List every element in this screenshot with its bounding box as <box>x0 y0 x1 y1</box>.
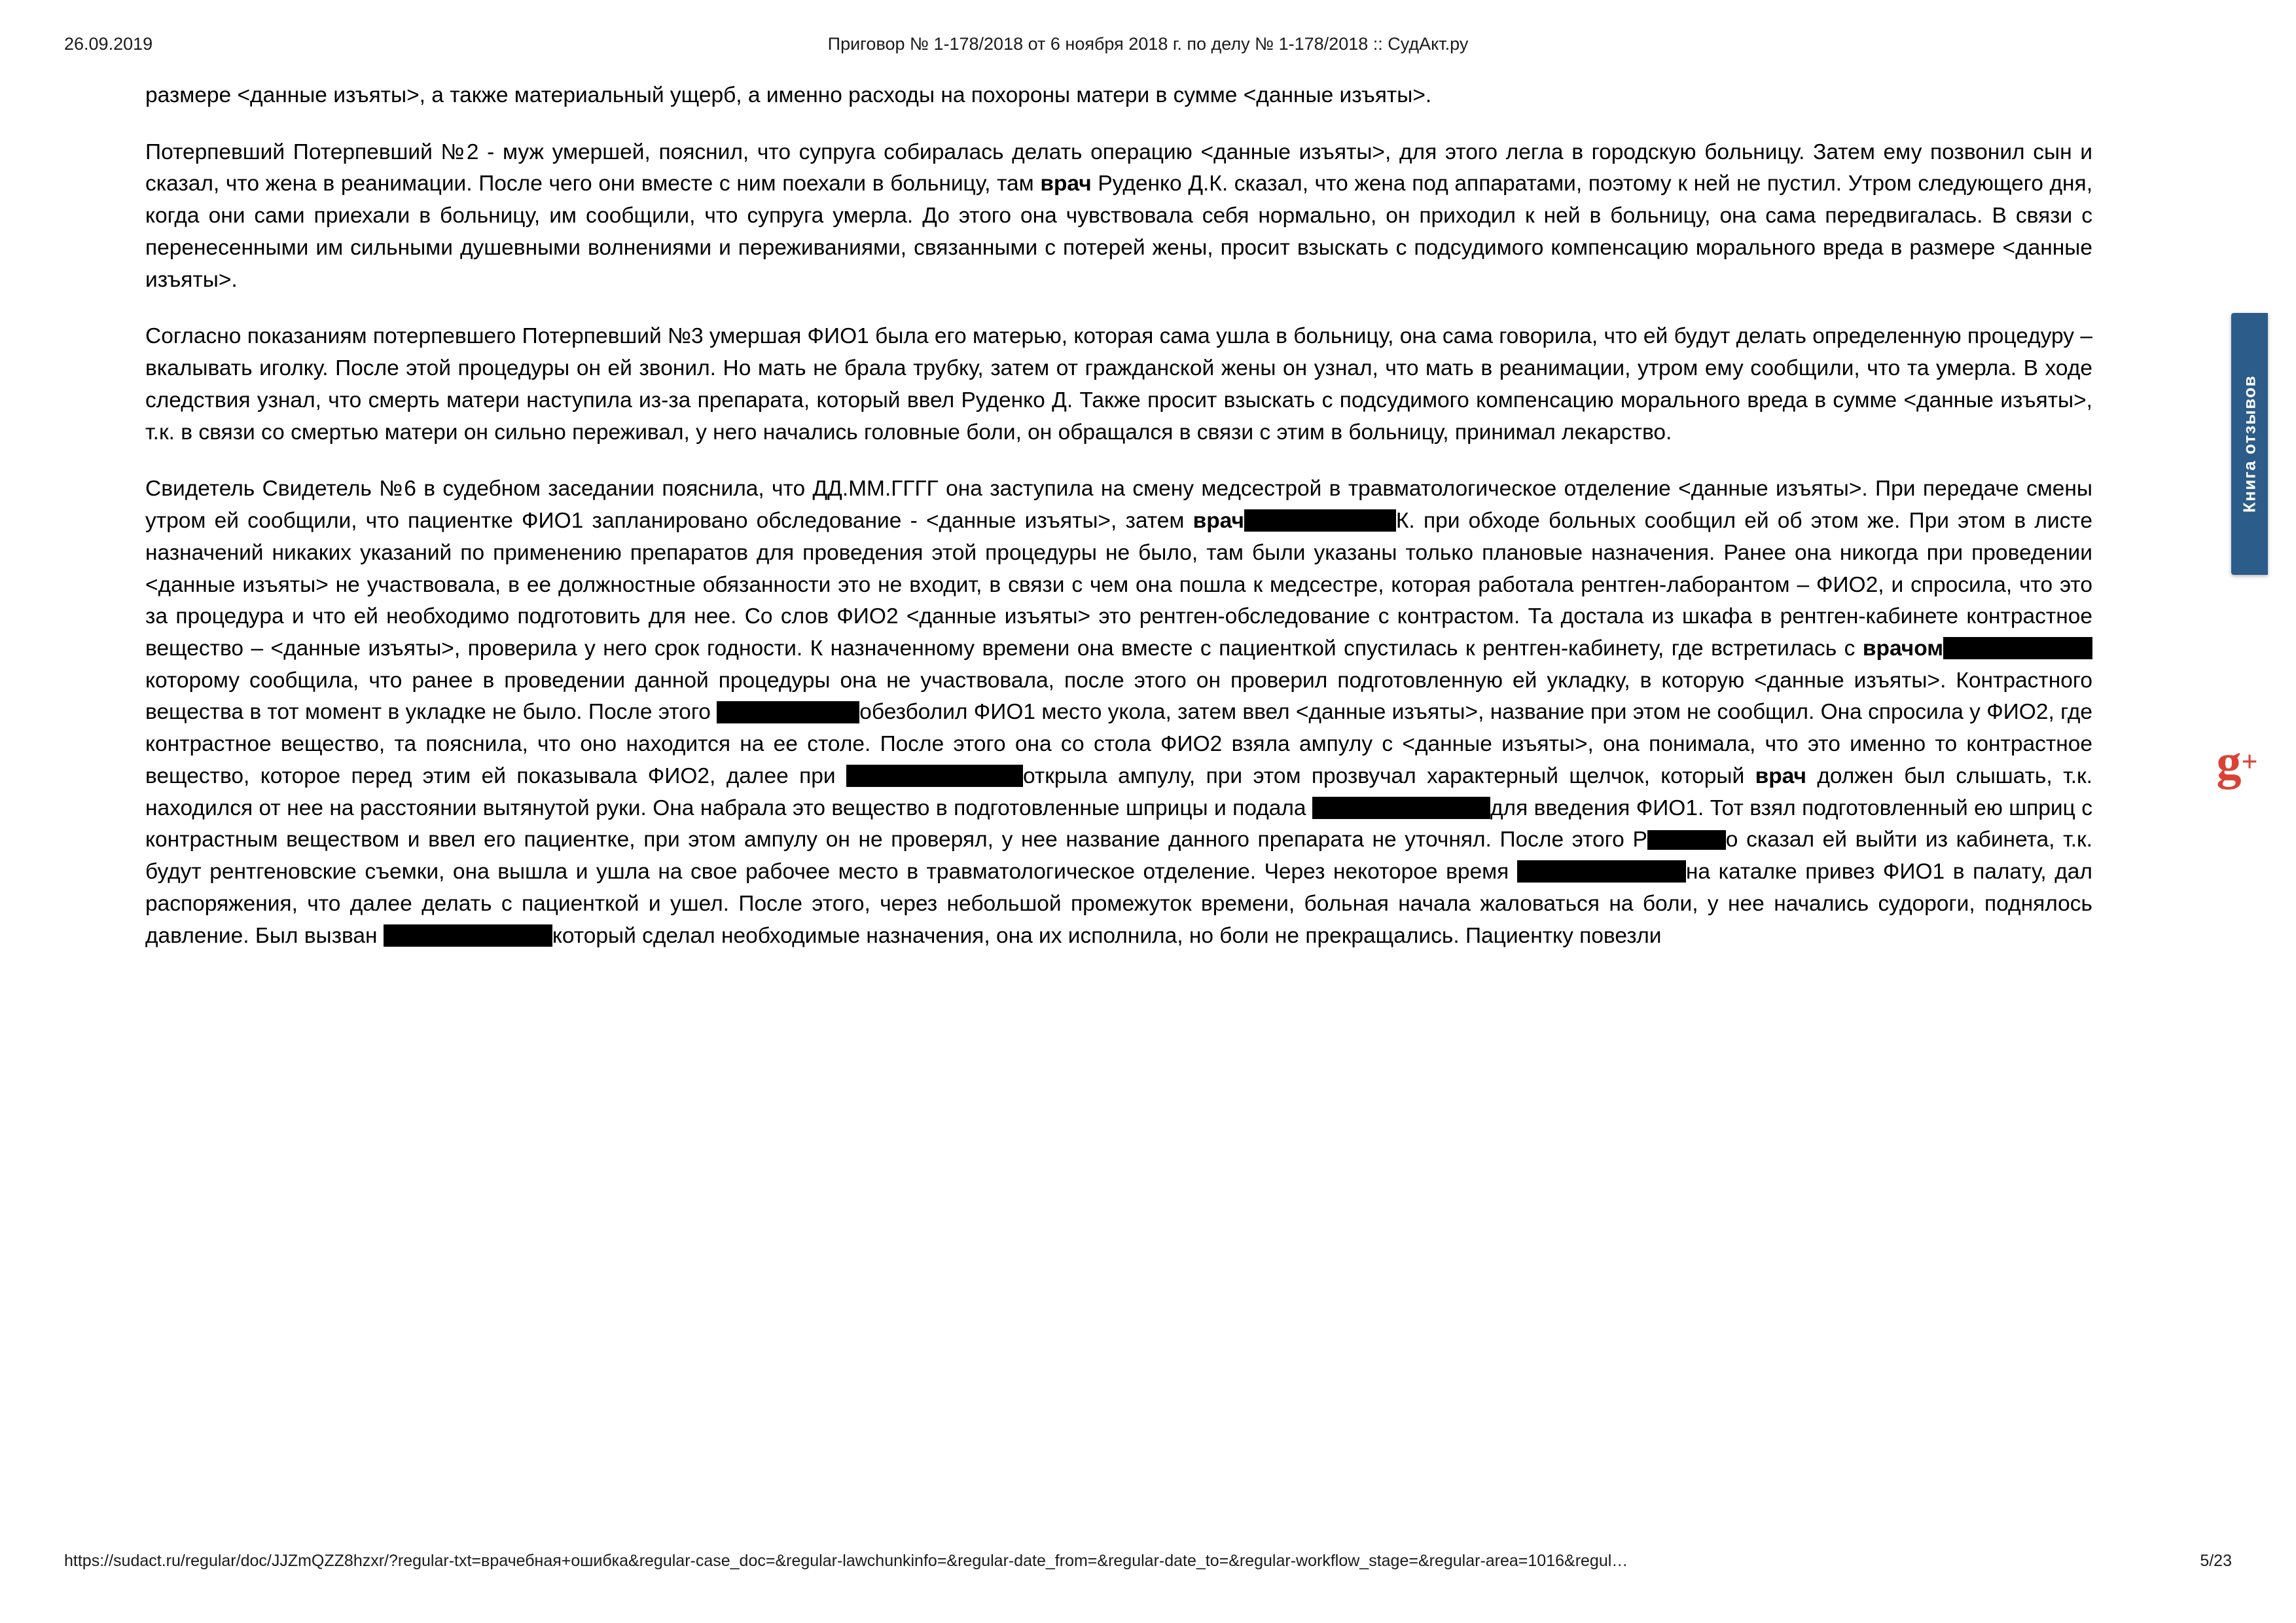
paragraph-4-segment-6: должен был слышать, т.к. находился от нее на расстоянии вытянутой руки. Она набрала это вещество в подготовленные шприцы и подала <box>145 763 2092 820</box>
redaction-block <box>717 701 859 723</box>
paragraph-4-bold-vrach-2: врач <box>1755 763 1806 788</box>
google-plus-icon[interactable] <box>2206 731 2269 793</box>
paragraph-2-bold-vrach: врач <box>1040 172 1092 196</box>
redaction-block <box>1517 860 1686 883</box>
feedback-book-tab-label: Книга отзывов <box>2239 374 2259 513</box>
feedback-book-tab[interactable] <box>2231 313 2268 575</box>
paragraph-3 <box>145 321 2092 448</box>
paragraph-1-text: размере <данные изъяты>, а также материальный ущерб, а именно расходы на похороны матери в сумме <данные изъяты>. <box>145 83 1432 107</box>
header-title: Приговор № 1-178/2018 от 6 ноября 2018 г. по делу № 1-178/2018 :: СудАкт.ру <box>827 34 1469 54</box>
paragraph-2 <box>145 137 2092 297</box>
paragraph-4-segment-4: обезболил ФИО1 место укола, затем ввел <данные изъяты>, название при этом не сообщил. Она спросила у ФИО2, где контрастное вещество, та пояснила, что оно находится на ее столе. После этого она со стола ФИО2 взяла ампулу с <данные изъяты>, она понимала, что это именно то контрастное вещество, которое перед этим ей показывала ФИО2, далее при <box>145 700 2092 788</box>
redaction-block <box>1312 797 1490 819</box>
paragraph-4-segment-3: которому сообщила, что ранее в проведении данной процедуры она не участвовала, после этого он проверил подготовленную ей укладку, в которую <данные изъяты>. Контрастного вещества в тот момент в укладке не было. После этого <box>145 668 2092 725</box>
paragraph-4 <box>145 473 2092 952</box>
footer-page-number: 5/23 <box>2200 1552 2232 1570</box>
paragraph-4-segment-2: К. при обходе больных сообщил ей об этом же. При этом в листе назначений никаких указаний по применению препаратов для проведения этой процедуры не было, там были указаны только плановые назначения. Ранее она никогда при проведении <данные изъяты> не участвовала, в ее должностные обязанности это не входит, в связи с чем она пошла к медсестре, которая работала рентген-лаборантом – ФИО2, и спросила, что это за процедура и что ей необходимо подготовить для нее. Со слов ФИО2 <данные изъяты> это рентген-обследование с контрастом. Та достала из шкафа в рентген-кабинете контрастное вещество – <данные изъяты>, проверила у него срок годности. К назначенному времени она вместе с пациенткой спустилась к рентген-кабинету, где встретилась с <box>145 509 2092 661</box>
paragraph-1 <box>145 80 2092 112</box>
redaction-block <box>1647 830 1726 850</box>
paragraph-4-segment-9: на каталке привез ФИО1 в палату, дал распоряжения, что далее делать с пациенткой и ушел. После этого, через небольшой промежуток времени, больная начала жаловаться на боли, у нее начались судороги, поднялось давление. Был вызван <box>145 860 2092 948</box>
paragraph-4-segment-5: открыла ампулу, при этом прозвучал характерный щелчок, который <box>1023 763 1755 788</box>
google-plus-letter: g <box>2216 735 2242 790</box>
paragraph-4-bold-vrachom: врачом <box>1862 636 1943 661</box>
header-date: 26.09.2019 <box>64 34 153 54</box>
paragraph-4-segment-1: Свидетель Свидетель №6 в судебном заседании пояснила, что ДД.ММ.ГГГГ она заступила на смену медсестрой в травматологическое отделение <данные изъяты>. При передаче смены утром ей сообщили, что пациентке ФИО1 запланировано обследование - <данные изъяты>, затем <box>145 477 2092 534</box>
redaction-block <box>846 765 1023 787</box>
page-footer <box>0 1552 2296 1578</box>
redaction-block <box>384 924 552 947</box>
footer-source-url: https://sudact.ru/regular/doc/JJZmQZZ8hzxr/?regular-txt=врачебная+ошибка&regular-case_doc=&regular-lawchunkinfo=&regular-date_from=&regular-date_to=&regular-workflow_stage=&regular-area=1016&regul… <box>64 1552 1628 1570</box>
paragraph-4-bold-vrach-1: врач <box>1193 509 1244 534</box>
document-body <box>145 80 2092 952</box>
page-header <box>0 34 2296 60</box>
redaction-block <box>1244 509 1396 532</box>
paragraph-4-segment-7: для введения ФИО1. Тот взял подготовленный ею шприц с контрастным веществом и ввел его пациентке, при этом ампулу он не проверял, у нее название данного препарата не уточнял. После этого Р <box>145 795 2092 852</box>
paragraph-4-segment-10: который сделал необходимые назначения, она их исполнила, но боли не прекращались. Пациентку повезли <box>552 923 1662 948</box>
paragraph-3-text: Согласно показаниям потерпевшего Потерпевший №3 умершая ФИО1 была его матерью, которая сама ушла в больницу, она сама говорила, что ей будут делать определенную процедуру – вкалывать иголку. После этой процедуры он ей звонил. Но мать не брала трубку, затем от гражданской жены он узнал, что мать в реанимации, утром ему сообщили, что та умерла. В ходе следствия узнал, что смерть матери наступила из-за препарата, который ввел Руденко Д. Также просит взыскать с подсудимого компенсацию морального вреда в сумме <данные изъяты>, т.к. в связи со смертью матери он сильно переживал, у него начались головные боли, он обращался в связи с этим в больницу, принимал лекарство. <box>145 324 2092 445</box>
paragraph-2-text-part1: Потерпевший Потерпевший №2 - муж умершей, пояснил, что супруга собиралась делать операцию <данные изъяты>, для этого легла в городскую больницу. Затем ему позвонил сын и сказал, что жена в реанимации. После чего они вместе с ним поехали в больницу, там <box>145 139 2092 196</box>
paragraph-2-text-part2: Руденко Д.К. сказал, что жена под аппаратами, поэтому к ней не пустил. Утром следующего дня, когда они сами приехали в больницу, им сообщили, что супруга умерла. До этого она чувствовала себя нормально, он приходил к ней в больницу, она сама передвигалась. В связи с перенесенными им сильными душевными волнениями и переживаниями, связанными с потерей жены, просит взыскать с подсудимого компенсацию морального вреда в размере <данные изъяты>. <box>145 172 2093 292</box>
paragraph-4-segment-8: о сказал ей выйти из кабинета, т.к. будут рентгеновские съемки, она вышла и ушла на свое рабочее место в травматологическое отделение. Через некоторое время <box>145 828 2092 884</box>
redaction-block <box>1943 637 2092 659</box>
google-plus-plus: + <box>2241 746 2258 778</box>
